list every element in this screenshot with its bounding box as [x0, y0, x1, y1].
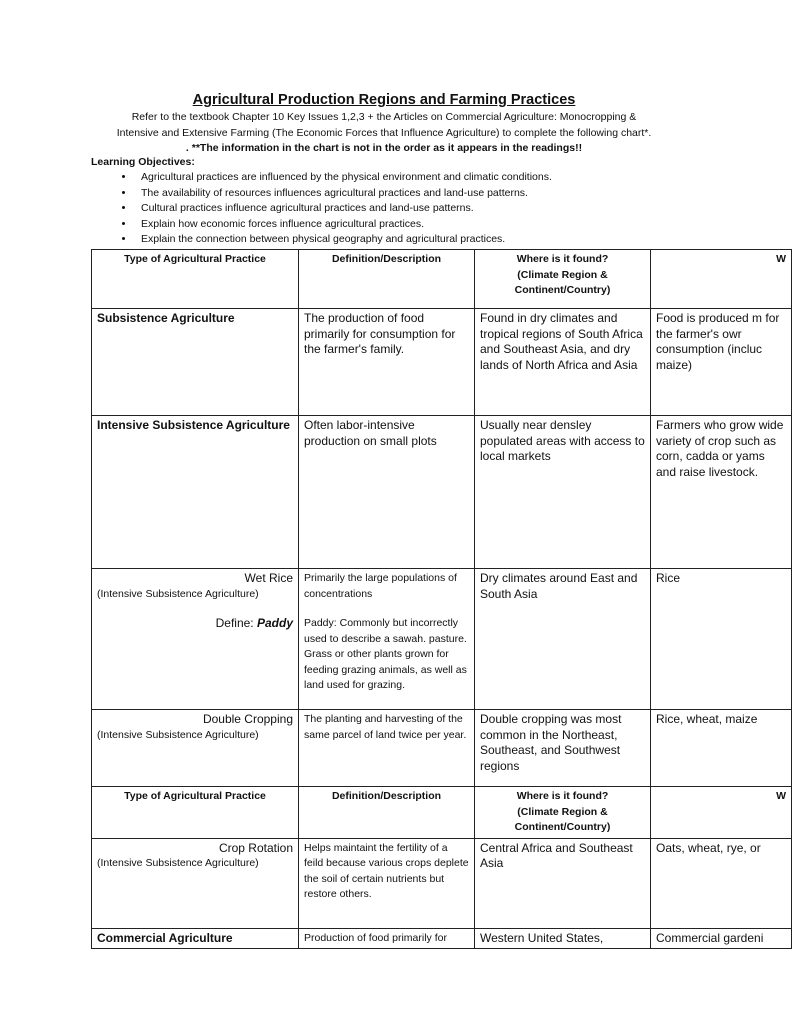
table-header-row [92, 250, 792, 309]
objective-item: • Explain the connection between physical geography and agricultural practices. [135, 232, 552, 248]
header-definition: Definition/Description [299, 787, 475, 839]
row-what: Food is produced m for the farmer's owr consumption (incluc maize) [651, 309, 792, 416]
paddy-definition: Paddy: Commonly but incorrectly used to describe a sawah. pasture. Grass or other plants grown for feeding grazing animals, as well as land used for grazing. [304, 617, 467, 691]
table-row [92, 569, 792, 710]
row-where: Usually near densley populated areas with access to local markets [475, 416, 651, 569]
objective-item: • Agricultural practices are influenced by the physical environment and climatic conditions. [135, 170, 552, 186]
header-type: Type of Agricultural Practice [92, 250, 299, 309]
row-where: Western United States, [475, 928, 651, 949]
row-definition: The planting and harvesting of the same parcel of land twice per year. [299, 710, 475, 787]
objectives-list [91, 170, 552, 248]
row-what: Commercial gardeni [651, 928, 792, 949]
row-type-crop-rotation: Crop Rotation (Intensive Subsistence Agriculture) [92, 838, 299, 928]
row-what: Rice, wheat, maize [651, 710, 792, 787]
row-definition: Helps maintaint the fertility of a feild because various crops deplete the soil of certain nutrients but restore others. [299, 838, 475, 928]
header-type: Type of Agricultural Practice [92, 787, 299, 839]
intro-line-1: Refer to the textbook Chapter 10 Key Issues 1,2,3 + the Articles on Commercial Agriculture: Monocropping & [131, 111, 637, 123]
table-row [92, 838, 792, 928]
header-where: Where is it found? (Climate Region & Continent/Country) [475, 787, 651, 839]
row-definition: Production of food primarily for [299, 928, 475, 949]
row-type-double-cropping: Double Cropping (Intensive Subsistence Agriculture) [92, 710, 299, 787]
row-type-subsistence: Subsistence Agriculture [92, 309, 299, 416]
header-what: W [651, 787, 792, 839]
practices-chart [91, 249, 791, 949]
practices-table [91, 249, 792, 949]
objective-item: • Cultural practices influence agricultural practices and land-use patterns. [135, 201, 552, 217]
row-type-wet-rice: Wet Rice (Intensive Subsistence Agriculture) Define: Paddy [92, 569, 299, 710]
row-where: Central Africa and Southeast Asia [475, 838, 651, 928]
table-header-row [92, 787, 792, 839]
intro-line-3: . **The information in the chart is not in the order as it appears in the readings!! [185, 142, 583, 154]
row-definition: The production of food primarily for consumption for the farmer's family. [299, 309, 475, 416]
header-what: W [651, 250, 792, 309]
row-type-commercial: Commercial Agriculture [92, 928, 299, 949]
objective-item: • Explain how economic forces influence agricultural practices. [135, 217, 552, 233]
define-paddy: Define: Paddy [215, 616, 293, 631]
objective-item: • The availability of resources influences agricultural practices and land-use patterns. [135, 186, 552, 202]
document-title: Agricultural Production Regions and Farming Practices [192, 92, 576, 108]
row-where: Dry climates around East and South Asia [475, 569, 651, 710]
row-where: Double cropping was most common in the Northeast, Southeast, and Southwest regions [475, 710, 651, 787]
intro-paragraph [0, 110, 768, 157]
table-row [92, 309, 792, 416]
header-where: Where is it found? (Climate Region & Continent/Country) [475, 250, 651, 309]
table-row [92, 710, 792, 787]
row-type-intensive: Intensive Subsistence Agriculture [92, 416, 299, 569]
row-what: Oats, wheat, rye, or [651, 838, 792, 928]
objectives-heading: Learning Objectives: [91, 156, 195, 168]
header-definition: Definition/Description [299, 250, 475, 309]
row-what: Farmers who grow wide variety of crop such as corn, cadda or yams and raise livestock. [651, 416, 792, 569]
table-row [92, 928, 792, 949]
row-what: Rice [651, 569, 792, 710]
intro-line-2: Intensive and Extensive Farming (The Economic Forces that Influence Agriculture) to complete the following chart*. [116, 126, 652, 139]
row-definition: Primarily the large populations of concentrations Paddy: Commonly but incorrectly used to describe a sawah. pasture. Grass or other plants grown for feeding grazing animals, as well as land used for grazing. [299, 569, 475, 710]
row-where: Found in dry climates and tropical regions of South Africa and Southeast Asia, and dry lands of North Africa and Asia [475, 309, 651, 416]
row-definition: Often labor-intensive production on small plots [299, 416, 475, 569]
table-row [92, 416, 792, 569]
learning-objectives [91, 156, 552, 248]
